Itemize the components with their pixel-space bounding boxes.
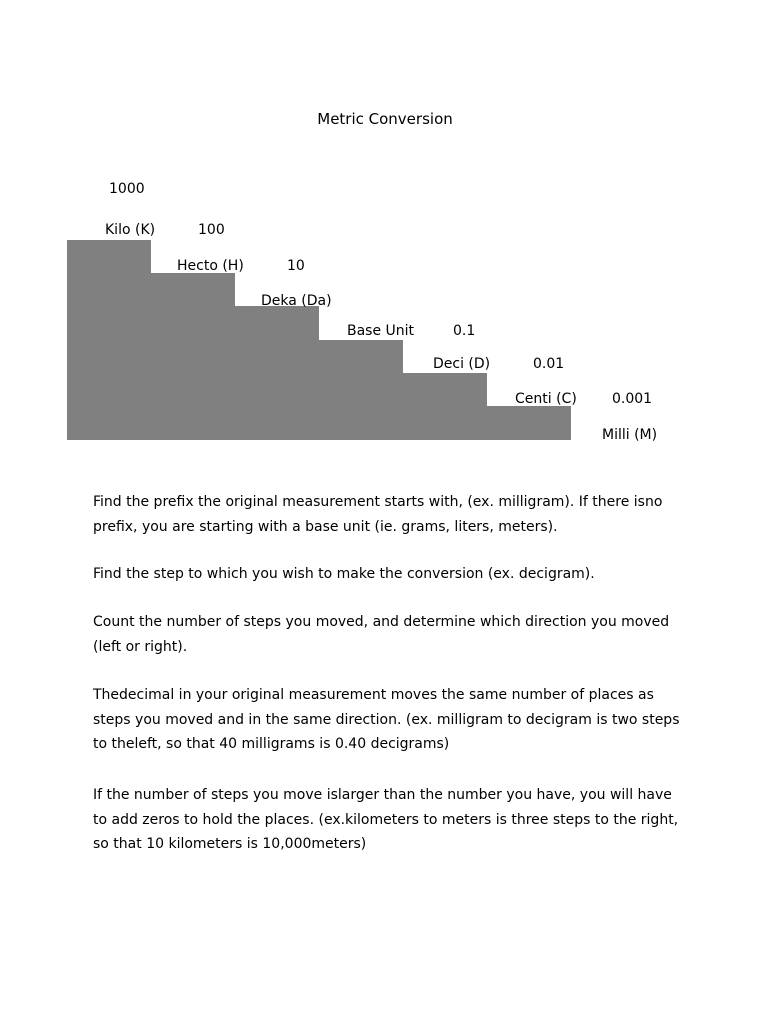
- page-title: Metric Conversion: [317, 110, 453, 128]
- instruction-paragraph-2: Find the step to which you wish to make the conversion (ex. decigram).: [93, 566, 595, 582]
- step-prefix-kilo: Kilo (K): [105, 222, 156, 238]
- staircase-shape: [67, 240, 571, 440]
- step-prefix-base-unit: Base Unit: [347, 323, 415, 339]
- step-value-centi: 0.01: [533, 356, 565, 372]
- step-value-milli: 0.001: [612, 391, 653, 407]
- instruction-paragraph-1: Find the prefix the original measurement starts with, (ex. milligram). If there isno prefix, you are starting with a base unit (ie. grams, liters, meters).: [93, 494, 663, 535]
- step-prefix-milli: Milli (M): [602, 427, 658, 443]
- step-prefix-deka: Deka (Da): [261, 293, 332, 309]
- step-value-hecto: 100: [198, 222, 225, 238]
- instruction-paragraph-3: Count the number of steps you moved, and determine which direction you moved (left or right).: [93, 614, 670, 655]
- step-prefix-hecto: Hecto (H): [177, 258, 244, 274]
- step-value-deci: 0.1: [453, 323, 476, 339]
- step-prefix-deci: Deci (D): [433, 356, 491, 372]
- step-value-deka: 10: [287, 258, 305, 274]
- instruction-paragraph-4: Thedecimal in your original measurement moves the same number of places as steps you moved and in the same direction. (ex. milligram to decigram is two steps to theleft, so that 40 milligrams is 0.40 decigrams): [93, 687, 680, 752]
- instruction-paragraph-5: If the number of steps you move islarger than the number you have, you will have to add zeros to hold the places. (ex.kilometers to meters is three steps to the right, so that 10 kilometers is 10,000meters): [93, 787, 679, 852]
- step-prefix-centi: Centi (C): [515, 391, 577, 407]
- step-value-kilo: 1000: [109, 181, 145, 197]
